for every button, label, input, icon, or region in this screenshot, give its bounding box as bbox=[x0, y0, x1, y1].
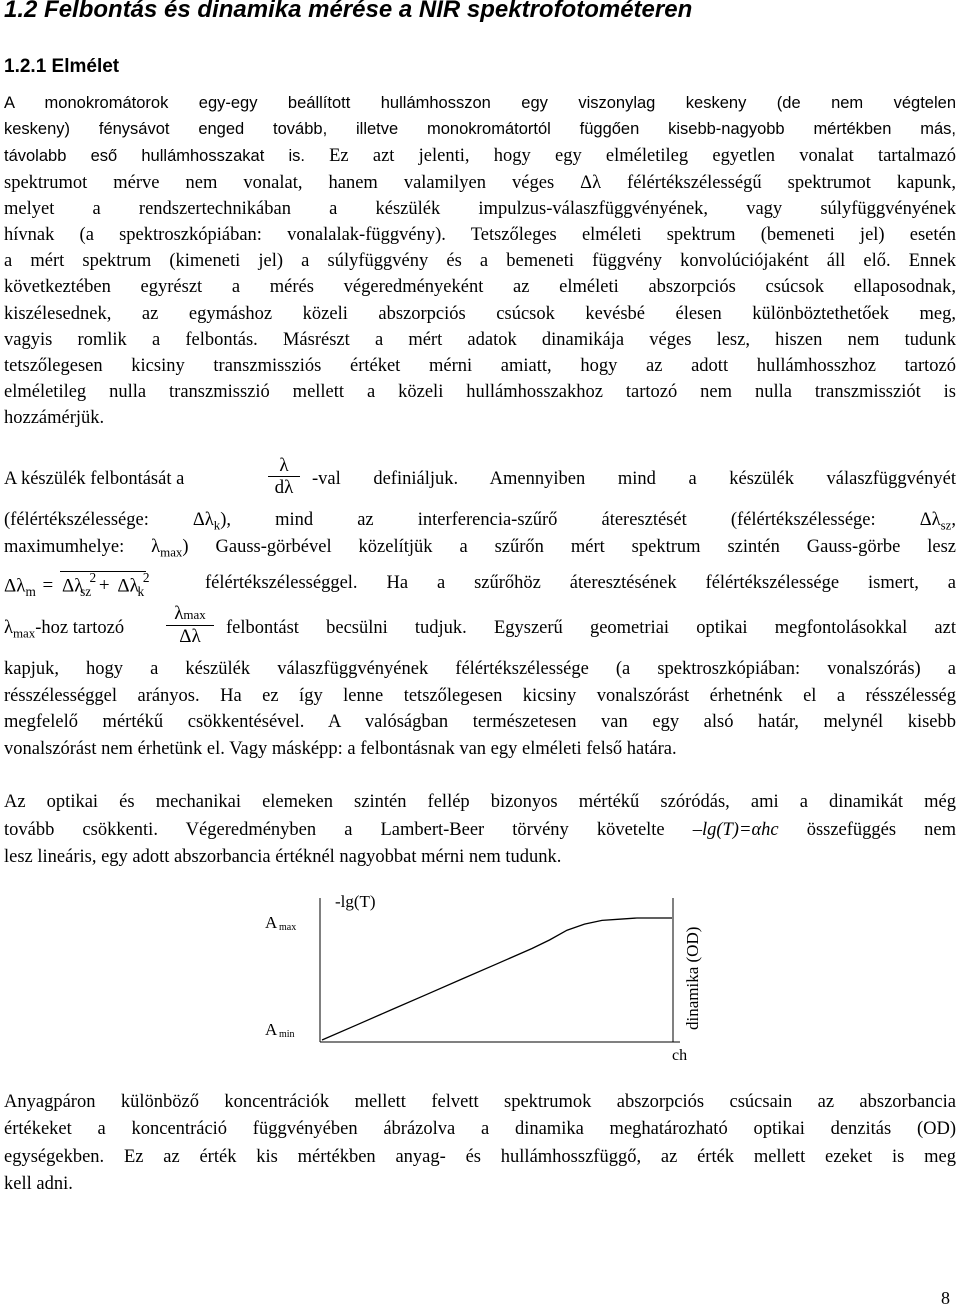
closing-paragraph bbox=[4, 1089, 956, 1198]
text-span: maximumhelye: λ bbox=[4, 537, 161, 557]
text-span: , bbox=[951, 510, 956, 530]
eq-lhs: Δλ bbox=[4, 575, 26, 597]
resolution-line-4: félértékszélességgel. Ha a szűrőhöz áteresztésének félértékszélessége ismert, a bbox=[205, 573, 956, 593]
text-span: ) Gauss-görbével közelítjük a szűrőn mért spektrum szintén Gauss-görbe lesz bbox=[182, 537, 956, 557]
formula: –lg(T)=αhc bbox=[692, 819, 779, 840]
eq-plus: + bbox=[98, 575, 110, 597]
text-line bbox=[4, 142, 956, 169]
text-span: távolabb eső hullámhosszakat is. bbox=[4, 147, 305, 166]
text-span: λ bbox=[174, 603, 184, 624]
resolution-fraction-2 bbox=[166, 604, 214, 648]
eq-sqrt bbox=[60, 570, 150, 600]
text-span: Ez azt jelenti, hogy egy elméletileg egyetlen vonalat tartalmazó bbox=[329, 146, 957, 167]
text-line: résszélességgel arányos. Ha ez így lenne tetszőlegesen kicsiny vonalszórást érhetnénk el a résszélesség bbox=[4, 685, 956, 706]
text-line: hozzámérjük. bbox=[4, 408, 105, 429]
absorbance-curve bbox=[322, 918, 672, 1040]
text-line bbox=[4, 817, 956, 845]
subscript: sz bbox=[940, 517, 952, 533]
a-min-sub: min bbox=[279, 1029, 295, 1040]
eq-lhs-sub: m bbox=[25, 584, 36, 600]
text-line: Anyagpáron különböző koncentrációk mellett felvett spektrumok abszorpciós csúcsain az abszorbancia bbox=[4, 1092, 956, 1112]
resolution-line-2 bbox=[4, 510, 956, 534]
fraction-numerator: λ bbox=[279, 455, 289, 476]
text-line: vonalszórást nem érhetünk el. Vagy másképp: a felbontásnak van egy elméleti felső határa. bbox=[4, 738, 677, 759]
subscript: max bbox=[12, 625, 36, 641]
text-span: λ bbox=[4, 618, 13, 638]
page-number: 8 bbox=[941, 1288, 950, 1308]
eq-t1: Δλ bbox=[62, 575, 84, 597]
text-span: ), mind az interferencia-szűrő áteresztését (félértékszélessége: Δλ bbox=[220, 510, 941, 530]
text-span: (félértékszélessége: Δλ bbox=[4, 510, 214, 530]
a-min-label: A bbox=[265, 1020, 278, 1039]
text-line: melyet a rendszertechnikában a készülék impulzus-válaszfüggvényének, vagy súlyfüggvényének bbox=[4, 198, 956, 219]
text-line: következtében egyrészt a mérés végeredményeként az elméleti abszorpciós csúcsok ellaposodnak, bbox=[4, 277, 956, 298]
subsection-title: 1.2.1 Elmélet bbox=[4, 56, 120, 77]
fraction-denominator: Δλ bbox=[166, 625, 214, 648]
eq-t2: Δλ bbox=[117, 575, 139, 597]
dynamics-chart bbox=[240, 880, 720, 1075]
eq-t1-sub: sz bbox=[80, 584, 92, 600]
subscript: max bbox=[183, 607, 206, 622]
text-span: tovább csökkenti. Végeredményben a Lambert-Beer törvény követelte bbox=[4, 819, 665, 840]
eq-sq: 2 bbox=[89, 570, 97, 585]
dynamics-side-label: dinamika (OD) bbox=[683, 926, 702, 1030]
text-line: a mért spektrum (kimeneti jel) a súlyfüggvény és a bemeneti függvény konvolúciójaként áll elő. Ennek bbox=[4, 251, 956, 272]
section-title: 1.2 Felbontás és dinamika mérése a NIR spektrofotométeren bbox=[4, 0, 693, 23]
resolution-line-5b: felbontást becsülni tudjuk. Egyszerű geometriai optikai megfontolásokkal azt bbox=[226, 618, 956, 638]
text-line: kell adni. bbox=[4, 1173, 73, 1194]
text-line: elméletileg nulla transzmisszió mellett a közeli hullámhosszakhoz tartozó nem nulla transzmissziót is bbox=[4, 382, 956, 403]
x-axis-label: ch bbox=[672, 1047, 688, 1064]
resolution-line-1a: A készülék felbontását a bbox=[4, 469, 185, 489]
text-line: megfelelő mértékű csökkentésével. A valóságban természetesen van egy alsó határ, melynél kisebb bbox=[4, 712, 956, 733]
text-line: értékeket a koncentráció függvényében ábrázolva a dinamika meghatározható optikai denzitás (OD) bbox=[4, 1119, 956, 1140]
subscript: k bbox=[213, 517, 221, 533]
text-line: Az optikai és mechanikai elemeken szintén fellép bizonyos mértékű szóródás, ami a dinamikát még bbox=[4, 792, 956, 812]
fraction-denominator: dλ bbox=[268, 476, 300, 499]
resolution-paragraph-rest bbox=[4, 656, 956, 762]
resolution-fraction bbox=[268, 456, 300, 499]
resolution-line-5a bbox=[4, 618, 124, 642]
subscript: max bbox=[160, 544, 183, 560]
text-line: A monokromátorok egy-egy beállított hullámhosszon egy viszonylag keskeny (de nem végtelen bbox=[4, 94, 956, 112]
fraction-numerator bbox=[166, 604, 214, 625]
text-line: lesz lineáris, egy adott abszorbancia értéknél nagyobbat mérni nem tudunk. bbox=[4, 847, 562, 867]
text-line: kapjuk, hogy a készülék válaszfüggvényének félértékszélessége (a spektroszkópiában: vonalszórás) a bbox=[4, 659, 956, 679]
text-line: keskeny) fénysávot enged tovább, illetve monokromátortól függően kisebb-nagyobb mértékben más, bbox=[4, 120, 956, 139]
dynamics-paragraph bbox=[4, 789, 956, 872]
theory-paragraph bbox=[4, 90, 956, 432]
text-line: kiszélesednek, az egymáshoz közeli abszorpciós csúcsok kevésbé élesen különböztethetőek meg, bbox=[4, 303, 956, 324]
text-line: tetszőlegesen kicsiny transzmissziós értéket mérni amiatt, hogy az adott hullámhosszhoz tartozó bbox=[4, 356, 956, 377]
eq-t2-sub: k bbox=[137, 584, 145, 600]
text-line: egységekben. Ez az érték kis mértékben anyag- és hullámhosszfüggő, az érték mellett ezeket is meg bbox=[4, 1146, 956, 1167]
equation bbox=[4, 570, 150, 600]
y-axis-label: -lg(T) bbox=[335, 892, 376, 911]
text-line: hívnak (a spektroszkópiában: vonalalak-függvény). Tetszőleges elméleti spektrum (bemeneti jel) esetén bbox=[4, 225, 956, 246]
text-line: vagyis romlik a felbontás. Másrészt a mért adatok dinamikája véges lesz, hiszen nem tudunk bbox=[4, 329, 956, 350]
a-max-sub: max bbox=[279, 922, 297, 933]
a-max-label: A bbox=[265, 913, 278, 932]
text-span: -hoz tartozó bbox=[35, 618, 125, 638]
text-line: spektrumot mérve nem vonalat, hanem valamilyen véges Δλ félértékszélességű spektrumot kapunk, bbox=[4, 172, 956, 193]
resolution-line-3 bbox=[4, 537, 956, 561]
text-span: összefüggés nem bbox=[806, 819, 956, 840]
eq-sq: 2 bbox=[142, 570, 150, 585]
eq-equals: = bbox=[42, 575, 54, 597]
resolution-line-1b: -val definiáljuk. Amennyiben mind a készülék válaszfüggvényét bbox=[312, 469, 956, 489]
